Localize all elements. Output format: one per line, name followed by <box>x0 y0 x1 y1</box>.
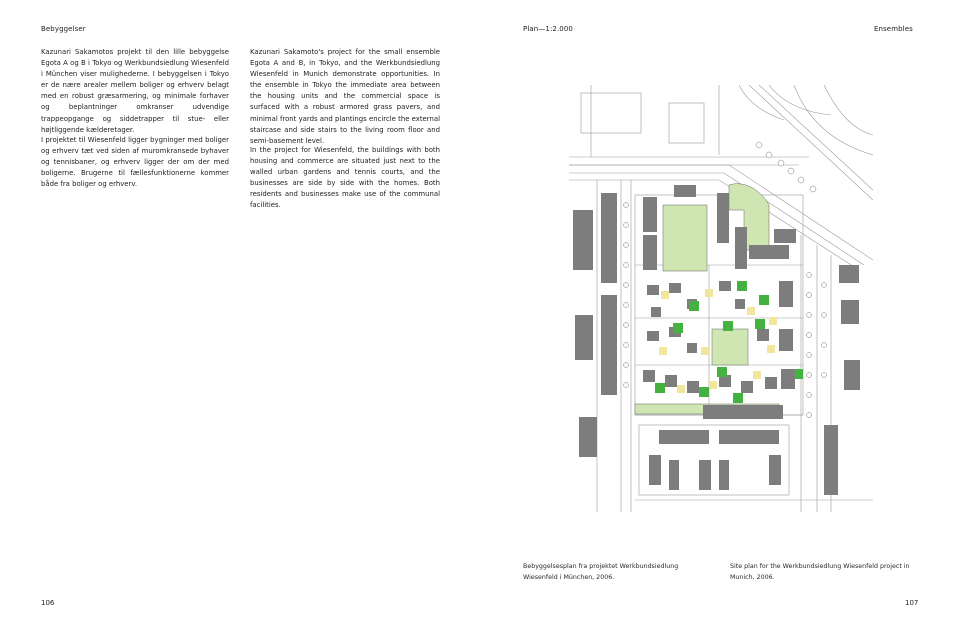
page-number-right: 107 <box>905 599 919 607</box>
caption-english: Site plan for the Werkbundsiedlung Wiesenfeld project in Munich, 2006. <box>730 563 910 581</box>
running-head-left: Bebyggelser <box>41 25 86 33</box>
caption-danish: Bebyggelsesplan fra projektet Werkbundsiedlung Wiesenfeld i München, 2006. <box>523 563 679 581</box>
english-paragraph-2: In the project for Wiesenfeld, the buildings with both housing and commerce are situated just next to the walled urban gardens and tennis courts, and the businesses are side by side with the homes. Both residents and businesses make use of the communal facilities. <box>250 146 440 210</box>
danish-paragraph-1: Kazunari Sakamotos projekt til den lille bebyggelse Egota A og B i Tokyo og Werkbundsiedlung Wiesenfeld i München viser mulighederne. I bebyggelsen i Tokyo er de nære arealer mellem boliger og erhverv belagt med en robust græsarmering, og minimale forhaver og beplantninger omkranser udvendige trappeopgange og siddetrapper til stue- eller højtliggende kælderetager. <box>41 48 229 134</box>
english-paragraph-1: Kazunari Sakamoto's project for the small ensemble Egota A and B, in Tokyo, and the Werkbundsiedlung Wiesenfeld in Munich demonstrate opportunities. In the ensemble in Tokyo the immediate area between the housing units and the commercial space is surfaced with a robust armored grass pavers, and minimal front yards and plantings encircle the external staircase and side stairs to the living room floor and semi-basement level. <box>250 48 440 145</box>
running-head-right: Ensembles <box>874 25 913 33</box>
danish-paragraph-2: I projektet til Wiesenfeld ligger bygninger med boliger og erhverv tæt ved siden af muromkransede byhaver og tennisbaner, og erhverv ligger der om der med boligerne. Brugerne til fællesfunktionerne kommer både fra boliger og erhverv. <box>41 136 229 189</box>
page-number-left: 106 <box>41 599 55 607</box>
site-plan <box>569 85 873 512</box>
running-head-center: Plan—1:2.000 <box>523 25 573 33</box>
